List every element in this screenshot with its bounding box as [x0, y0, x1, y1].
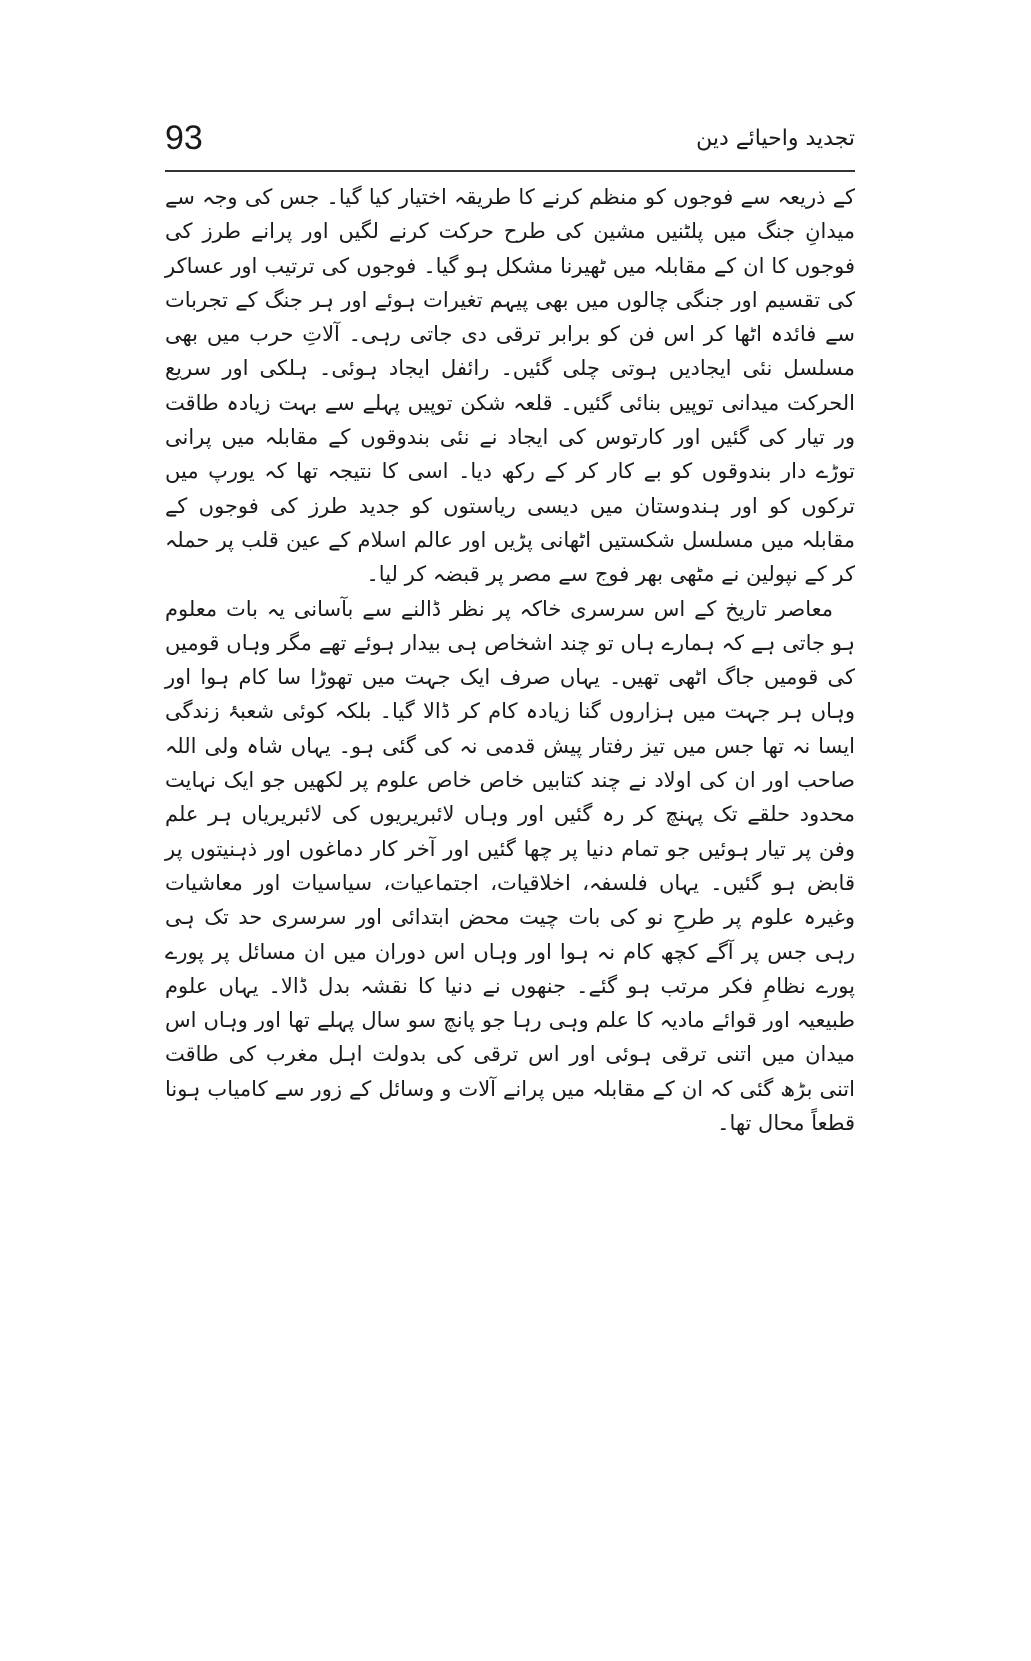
paragraph-2: معاصر تاریخ کے اس سرسری خاکہ پر نظر ڈالنے سے بآسانی یہ بات معلوم ہو جاتی ہے کہ ہمارے ہاں تو چند اشخاص ہی بیدار ہوئے تھے مگر وہاں قومیں کی قومیں جاگ اٹھی تھیں۔ یہاں صرف ایک جہت میں تھوڑا سا کام ہوا اور وہاں ہر جہت میں ہزاروں گنا زیادہ کام کر ڈالا گیا۔ بلکہ کوئی شعبۂ زندگی ایسا نہ تھا جس میں تیز رفتار پیش قدمی نہ کی گئی ہو۔ یہاں شاہ ولی اللہ صاحب اور ان کی اولاد نے چند کتابیں خاص خاص علوم پر لکھیں جو ایک نہایت محدود حلقے تک پہنچ کر رہ گئیں اور وہاں لائبریریوں کی لائبریریاں ہر علم وفن پر تیار ہوئیں جو تمام دنیا پر چھا گئیں اور آخر کار دماغوں اور ذہنیتوں پر قابض ہو گئیں۔ یہاں فلسفہ، اخلاقیات، اجتماعیات، سیاسیات اور معاشیات وغیرہ علوم پر طرحِ نو کی بات چیت محض ابتدائی اور سرسری حد تک ہی رہی جس پر آگے کچھ کام نہ ہوا اور وہاں اس دوران میں ان مسائل پر پورے پورے نظامِ فکر مرتب ہو گئے۔ جنھوں نے دنیا کا نقشہ بدل ڈالا۔ یہاں علوم طبیعیہ اور قوائے مادیہ کا علم وہی رہا جو پانچ سو سال پہلے تھا اور وہاں اس میدان میں اتنی ترقی ہوئی اور اس ترقی کی بدولت اہل مغرب کی طاقت اتنی بڑھ گئی کہ ان کے مقابلہ میں پرانے آلات و وسائل کے زور سے کامیاب ہونا قطعاً محال تھا۔ [165, 596, 855, 1136]
paragraph-1: کے ذریعہ سے فوجوں کو منظم کرنے کا طریقہ اختیار کیا گیا۔ جس کی وجہ سے میدانِ جنگ میں پلٹنیں مشین کی طرح حرکت کرنے لگیں اور پرانے طرز کی فوجوں کا ان کے مقابلہ میں ٹھیرنا مشکل ہو گیا۔ فوجوں کی ترتیب اور عساکر کی تقسیم اور جنگی چالوں میں بھی پیہم تغیرات ہوئے اور ہر جنگ کے تجربات سے فائدہ اٹھا کر اس فن کو برابر ترقی دی جاتی رہی۔ آلاتِ حرب میں بھی مسلسل نئی ایجادیں ہوتی چلی گئیں۔ رائفل ایجاد ہوئی۔ ہلکی اور سریع الحرکت میدانی توپیں بنائی گئیں۔ قلعہ شکن توپیں پہلے سے بہت زیادہ طاقت ور تیار کی گئیں اور کارتوس کی ایجاد نے نئی بندوقوں کے مقابلہ میں پرانی توڑے دار بندوقوں کو بے کار کر کے رکھ دیا۔ اسی کا نتیجہ تھا کہ یورپ میں ترکوں کو اور ہندوستان میں دیسی ریاستوں کو جدید طرز کی فوجوں کے مقابلہ میں مسلسل شکستیں اٹھانی پڑیں اور عالم اسلام کے عین قلب پر حملہ کر کے نپولین نے مٹھی بھر فوج سے مصر پر قبضہ کر لیا۔ [165, 185, 855, 587]
page-number: 93 [165, 119, 203, 157]
running-title: تجدید واحیائے دین [696, 126, 855, 151]
header-rule [165, 170, 855, 172]
page-header [165, 118, 855, 168]
body-text [165, 180, 855, 1140]
